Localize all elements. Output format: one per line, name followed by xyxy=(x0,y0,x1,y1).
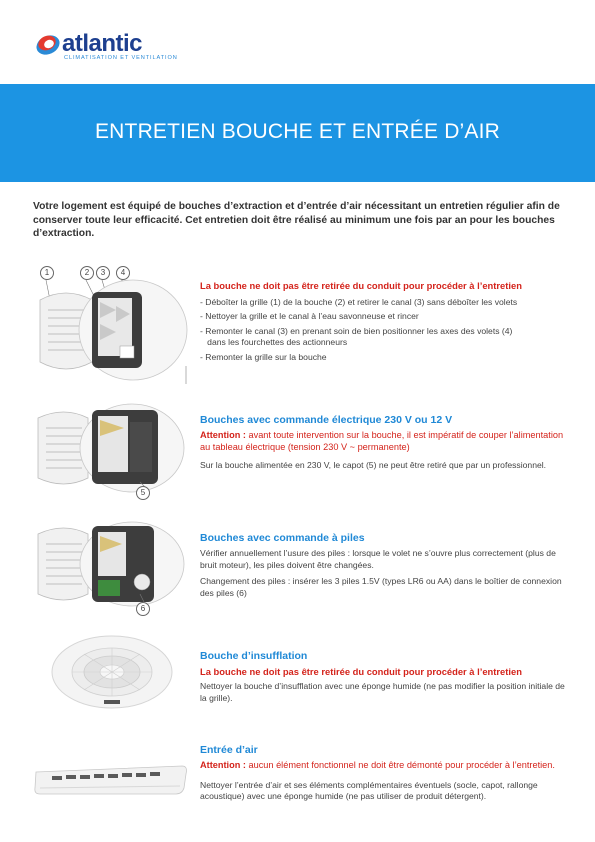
callout-1: 1 xyxy=(40,266,54,280)
callout-6: 6 xyxy=(136,602,150,616)
logo-swirl-icon xyxy=(34,30,62,58)
section-disassembly xyxy=(200,280,572,366)
atlantic-logo xyxy=(34,26,194,66)
section1-step-4: - Remonter la grille sur la bouche xyxy=(200,351,327,362)
intro-paragraph: Votre logement est équipé de bouches d’extraction et d’entrée d’air nécessitant un entretien régulier afin de conserver toute leur efficacité. Cet entretien doit être réalisé au minimum une fois par an pour les bouches d’extraction. xyxy=(33,201,560,240)
electric-vent-illustration xyxy=(36,402,192,502)
section2-heading: Bouches avec commande électrique 230 V ou 12 V xyxy=(200,414,453,426)
battery-vent-illustration xyxy=(36,520,192,620)
section-air-inlet xyxy=(200,744,572,808)
section3-text-2: Changement des piles : insérer les 3 piles 1.5V (types LR6 ou AA) dans le boîtier de connexion des piles (6) xyxy=(200,576,562,598)
section5-heading: Entrée d’air xyxy=(200,744,258,756)
section5-warning xyxy=(200,760,572,772)
section2-text: Sur la bouche alimentée en 230 V, le capot (5) ne peut être retiré que par un professionnel. xyxy=(200,459,547,470)
air-inlet-illustration xyxy=(32,760,188,800)
section3-heading: Bouches avec commande à piles xyxy=(200,532,365,544)
brand-name: atlantic xyxy=(62,30,143,57)
vent-exploded-illustration xyxy=(36,266,192,388)
section5-warning-label: Attention : xyxy=(200,760,246,770)
page-title: ENTRETIEN BOUCHE ET ENTRÉE D’AIR xyxy=(94,120,501,143)
section1-step-1: - Déboîter la grille (1) de la bouche (2) et retirer le canal (3) sans déboîter les volets xyxy=(200,297,518,307)
section4-text: Nettoyer la bouche d’insufflation avec une éponge humide (ne pas modifier la position initiale de la grille). xyxy=(200,681,565,703)
callout-3: 3 xyxy=(96,266,110,280)
section1-step-3-cont: dans les fourchettes des actionneurs xyxy=(200,337,348,348)
title-banner xyxy=(0,84,595,182)
section3-text-1: Vérifier annuellement l’usure des piles : lorsque le volet ne s’ouvre plus correctement (plus de bruit moteur), les piles doivent être changées. xyxy=(200,548,556,570)
section-insufflation xyxy=(200,650,572,709)
section1-step-3: - Remonter le canal (3) en prenant soin de bien positionner les axes des volets (4) xyxy=(200,325,513,336)
section2-warning-label: Attention : xyxy=(200,430,246,440)
section1-warning: La bouche ne doit pas être retirée du conduit pour procéder à l’entretien xyxy=(200,280,522,291)
section-battery xyxy=(200,532,572,604)
section4-heading: Bouche d’insufflation xyxy=(200,650,308,662)
section2-warning-text: avant toute intervention sur la bouche, il est impératif de couper l’alimentation au tableau électrique (tension 230 V ~ permanente) xyxy=(200,430,564,452)
callout-2: 2 xyxy=(80,266,94,280)
insufflation-vent-illustration xyxy=(50,634,174,712)
section5-text: Nettoyer l’entrée d’air et ses éléments complémentaires éventuels (socle, capot, rallonge acoustique) avec une éponge humide (ne pas utiliser de produit détergent). xyxy=(200,779,538,802)
callout-4: 4 xyxy=(116,266,130,280)
section4-warning: La bouche ne doit pas être retirée du conduit pour procéder à l’entretien xyxy=(200,666,522,677)
section-electric xyxy=(200,414,572,476)
section5-warning-text: aucun élément fonctionnel ne doit être démonté pour procéder à l’entretien. xyxy=(245,760,555,770)
section1-step-2: - Nettoyer la grille et le canal à l’eau savonneuse et rincer xyxy=(200,311,419,322)
brand-tagline: CLIMATISATION ET VENTILATION xyxy=(64,55,178,61)
callout-5: 5 xyxy=(136,486,150,500)
section2-warning xyxy=(200,430,572,454)
